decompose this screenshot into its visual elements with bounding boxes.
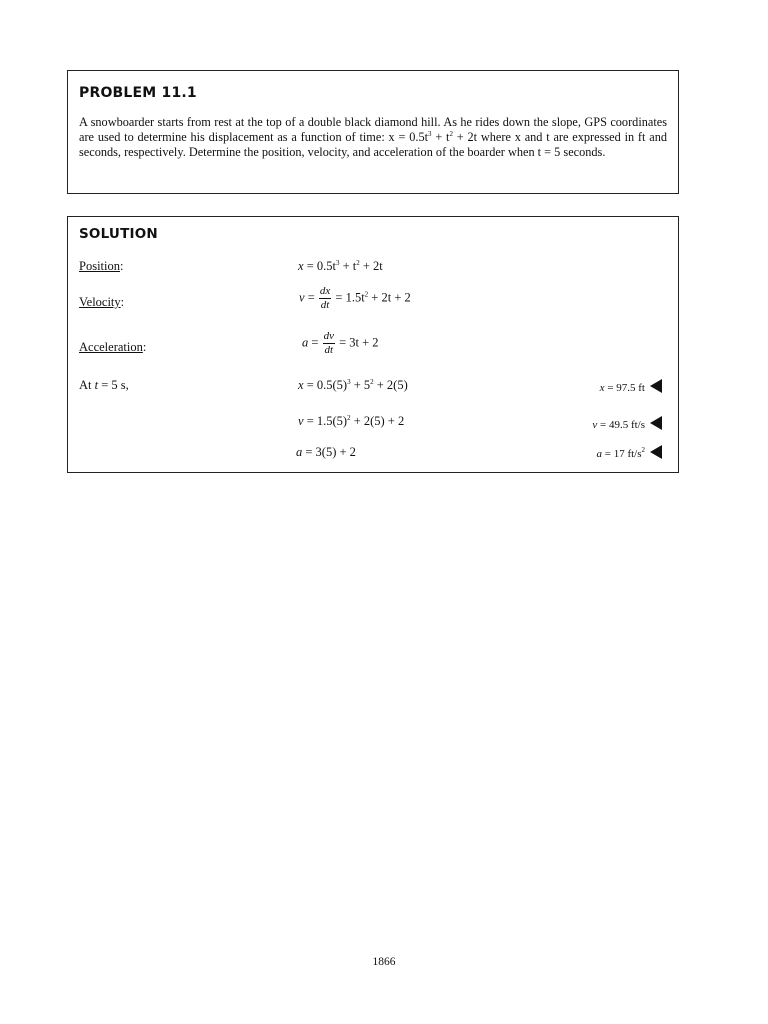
velocity-label: Velocity: (79, 295, 125, 309)
acceleration-answer: a = 17 $ft/s^2$ (596, 445, 662, 460)
solution-box (67, 216, 679, 473)
problem-statement: A snowboarder starts from rest at the top of a double black diamond hill. As he rides down the slope, GPS coordinates are used to determine his displacement as a function of time: $x = 0.5t^3 + t^2 + 2t$ where x and t are expressed in ft and seconds, respectively. Determine the position, velocity, and acceleration of the boarder when t = 5 seconds. (79, 115, 668, 160)
acceleration-substitution: a = 3(5) + 2 (296, 445, 356, 459)
velocity-substitution: $v = 1.5(5)^2 + 2(5) + 2$ (298, 414, 405, 428)
position-substitution: $x = 0.5(5)^3 + 5^2 + 2(5)$ (298, 378, 408, 392)
answer-marker-icon (650, 379, 662, 393)
velocity-answer: v = 49.5 ft/s (592, 416, 662, 431)
problem-title: PROBLEM 11.1 (79, 85, 197, 101)
problem-box (67, 70, 679, 194)
solution-title: SOLUTION (79, 226, 158, 242)
acceleration-label: Acceleration: (79, 340, 147, 354)
acceleration-equation: a = $\frac{dv}{dt}$ = 3t + 2 (302, 330, 379, 356)
answer-marker-icon (650, 416, 662, 430)
position-answer: x = 97.5 ft (600, 379, 662, 394)
velocity-equation: v = $\frac{dx}{dt}$ = $1.5t^2 + 2t + 2$ (299, 285, 411, 311)
answer-marker-icon (650, 445, 662, 459)
position-equation: $x = 0.5t^3 + t^2 + 2t$ (298, 259, 383, 273)
acceleration-fraction: $\frac{dv}{dt}$ (323, 330, 334, 356)
at-time-label: At t = 5 s, (79, 378, 129, 392)
page-number: 1866 (372, 956, 396, 968)
velocity-fraction: $\frac{dx}{dt}$ (319, 285, 331, 311)
position-label: Position: (79, 259, 124, 273)
